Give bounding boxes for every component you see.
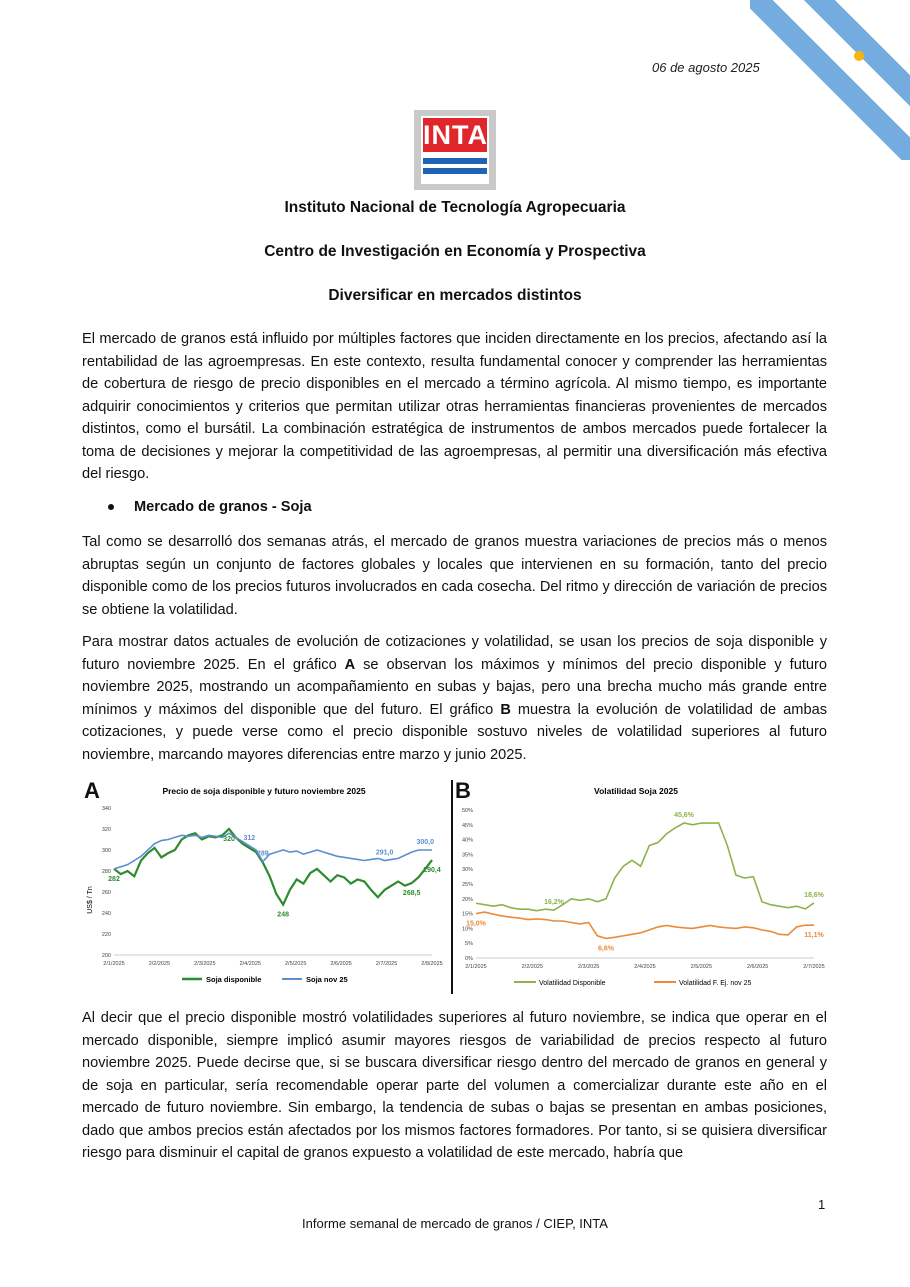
- b-ytick: 50%: [461, 808, 473, 814]
- a-annotation: 282: [108, 875, 120, 883]
- page-footer: Informe semanal de mercado de granos / CIEP, INTA: [302, 1216, 608, 1231]
- b-ytick: 5%: [465, 941, 473, 948]
- inta-logo: [414, 110, 496, 190]
- chart-a-title: Precio de soja disponible y futuro noviembre 2025: [162, 786, 366, 796]
- a-ytick: 320: [101, 827, 111, 833]
- b-xtick: 2/1/2025: [465, 964, 487, 970]
- a-xtick: 2/5/2025: [285, 961, 307, 967]
- article-title: Diversificar en mercados distintos: [328, 287, 582, 304]
- a-ytick: 240: [101, 911, 111, 917]
- chart-b-letter: B: [455, 778, 471, 803]
- paragraph-conclusion: Al decir que el precio disponible mostró volatilidades superiores al futuro noviembre, se indica que operar en el mercado disponible, siempre implicó asumir mayores riesgos de variabilidad de precios respecto al futuro noviembre 2025. Puede decirse que, si se buscara diversificar riesgo dentro del mercado de granos en general y de soja en particular, sería recomendable operar parte del volumen a comercializar durante este año en el mercado de futuro noviembre. Sin embargo, la tendencia de subas o bajas se presentan en ambas posiciones, dado que ambos precios están afectados por los mismos factores formadores. Por tanto, si se quisiera diversificar riesgo para disminuir el capital de granos expuesto a volatilidad de este mercado, habría que: [82, 1010, 827, 1161]
- a-ytick: 300: [101, 848, 111, 854]
- a-annotation: 300,0: [416, 839, 434, 846]
- b-ytick: 20%: [461, 896, 473, 903]
- b-ytick: 40%: [461, 837, 473, 844]
- b-xtick: 2/6/2025: [746, 964, 769, 970]
- chart-a-ylabel: US$ / Tn: [87, 886, 94, 914]
- a-annotation: 320: [223, 836, 235, 843]
- a-annotation: 290,4: [423, 867, 441, 875]
- b-ytick: 45%: [461, 822, 473, 829]
- b-annotation: 16,2%: [544, 899, 564, 907]
- chart-divider: [451, 780, 453, 994]
- a-xtick: 2/1/2025: [103, 961, 125, 967]
- b-annotation: 15,0%: [466, 920, 486, 928]
- a-annotation: 291,0: [375, 849, 394, 857]
- b-annotation: 45,6%: [674, 812, 694, 820]
- b-series-1: [476, 912, 814, 938]
- chart-b-title: Volatilidad Soja 2025: [594, 786, 678, 796]
- institute-title: Instituto Nacional de Tecnología Agropecuaria: [284, 199, 626, 216]
- center-title: Centro de Investigación en Economía y Prospectiva: [264, 243, 646, 260]
- paragraph-charts-intro: [82, 631, 827, 766]
- chart-b-legend-1: Volatilidad F. Ej. nov 25: [679, 980, 752, 987]
- b-annotation: 11,1%: [804, 932, 824, 940]
- report-date: 06 de agosto 2025: [652, 60, 760, 75]
- b-xtick: 2/7/2025: [803, 964, 825, 970]
- b-xtick: 2/2/2025: [521, 964, 544, 970]
- p2-text-c: se observan los máximos y mínimos del precio disponible y futuro noviembre 2025, mostrando un acompañamiento en subas y bajas, pero una brecha mucho más grande entre mínimos y máximos del disponible que del futuro. El gráfico: [82, 656, 827, 718]
- b-ytick: 25%: [461, 882, 473, 888]
- b-xtick: 2/3/2025: [577, 964, 600, 970]
- b-annotation: 6,6%: [598, 945, 614, 953]
- a-ytick: 280: [101, 869, 111, 875]
- logo-text: INTA: [423, 120, 488, 150]
- bullet-dot-icon: [108, 504, 114, 510]
- p2-text-e: muestra la evolución de volatilidad de ambas cotizaciones, y puede verse como el precio disponible sostuvo niveles de volatilidad superiores al futuro noviembre, marcando mayores diferencias entre marzo y junio 2025.: [82, 701, 827, 763]
- b-ytick: 30%: [461, 867, 473, 874]
- a-xtick: 2/3/2025: [194, 961, 216, 967]
- bullet-item: [108, 499, 312, 515]
- paragraph-volatility: Tal como se desarrolló dos semanas atrás, el mercado de granos muestra variaciones de precios más o menos abruptas según un conjunto de factores globales y locales que intervienen en su formación, tanto del precio disponible como de los precios futuros involucrados en cada cosecha. Del ritmo y dirección de variación de precios se obtiene la volatilidad.: [82, 534, 827, 618]
- chart-a: [82, 780, 444, 990]
- a-annotation: 312: [243, 834, 256, 842]
- b-xtick: 2/5/2025: [690, 964, 713, 970]
- b-annotation: 18,6%: [804, 891, 824, 899]
- a-xtick: 2/2/2025: [148, 961, 171, 967]
- intro-paragraph: El mercado de granos está influido por múltiples factores que inciden directamente en los precios, afectando así la rentabilidad de las agroempresas. En este contexto, resulta fundamental conocer y comprender las herramientas de cobertura de riesgo de precio disponibles en el mercado a término agrícola. Al mismo tiempo, es importante adquirir conocimientos y criterios que permitan utilizar otras herramientas financieras provenientes de mercados distintos, como el bursátil. La combinación estratégica de instrumentos de ambos mercados puede fortalecer la toma de decisiones y mejorar la competitividad de las agroempresas, al permitir una diversificación más efectiva del riesgo.: [82, 331, 827, 482]
- bullet-label: Mercado de granos - Soja: [134, 499, 312, 515]
- a-ytick: 220: [101, 932, 111, 938]
- a-xtick: 2/6/2025: [330, 961, 352, 967]
- page-number: 1: [818, 1197, 826, 1212]
- argentina-flag-ribbon: [750, 0, 910, 160]
- chart-b: [454, 780, 826, 990]
- b-series-0: [476, 823, 814, 911]
- a-xtick: 2/7/2025: [375, 961, 398, 967]
- a-ytick: 200: [101, 953, 111, 959]
- b-xtick: 2/4/2025: [634, 964, 656, 970]
- a-annotation: 268,5: [402, 890, 421, 898]
- p2-chart-ref-b: B: [500, 701, 511, 718]
- chart-b-legend-0: Volatilidad Disponible: [539, 980, 606, 987]
- p2-text-a: Para mostrar datos actuales de evolución de cotizaciones y volatilidad, se usan los precios de soja disponible y futuro noviembre 2025. En el gráfico: [82, 634, 827, 673]
- chart-a-legend-1: Soja nov 25: [306, 975, 348, 984]
- a-ytick: 260: [101, 890, 111, 896]
- chart-a-legend-0: Soja disponible: [206, 975, 262, 984]
- a-annotation: 289: [257, 850, 269, 858]
- b-ytick: 0%: [465, 956, 473, 962]
- b-ytick: 15%: [461, 911, 473, 918]
- a-xtick: 2/8/2025: [421, 961, 443, 967]
- p2-chart-ref-a: A: [344, 656, 356, 673]
- b-ytick: 35%: [461, 852, 473, 859]
- chart-a-letter: A: [84, 778, 100, 803]
- a-annotation: 248: [277, 911, 289, 919]
- a-xtick: 2/4/2025: [239, 961, 261, 967]
- a-ytick: 340: [101, 806, 111, 812]
- b-ytick: 10%: [461, 926, 473, 933]
